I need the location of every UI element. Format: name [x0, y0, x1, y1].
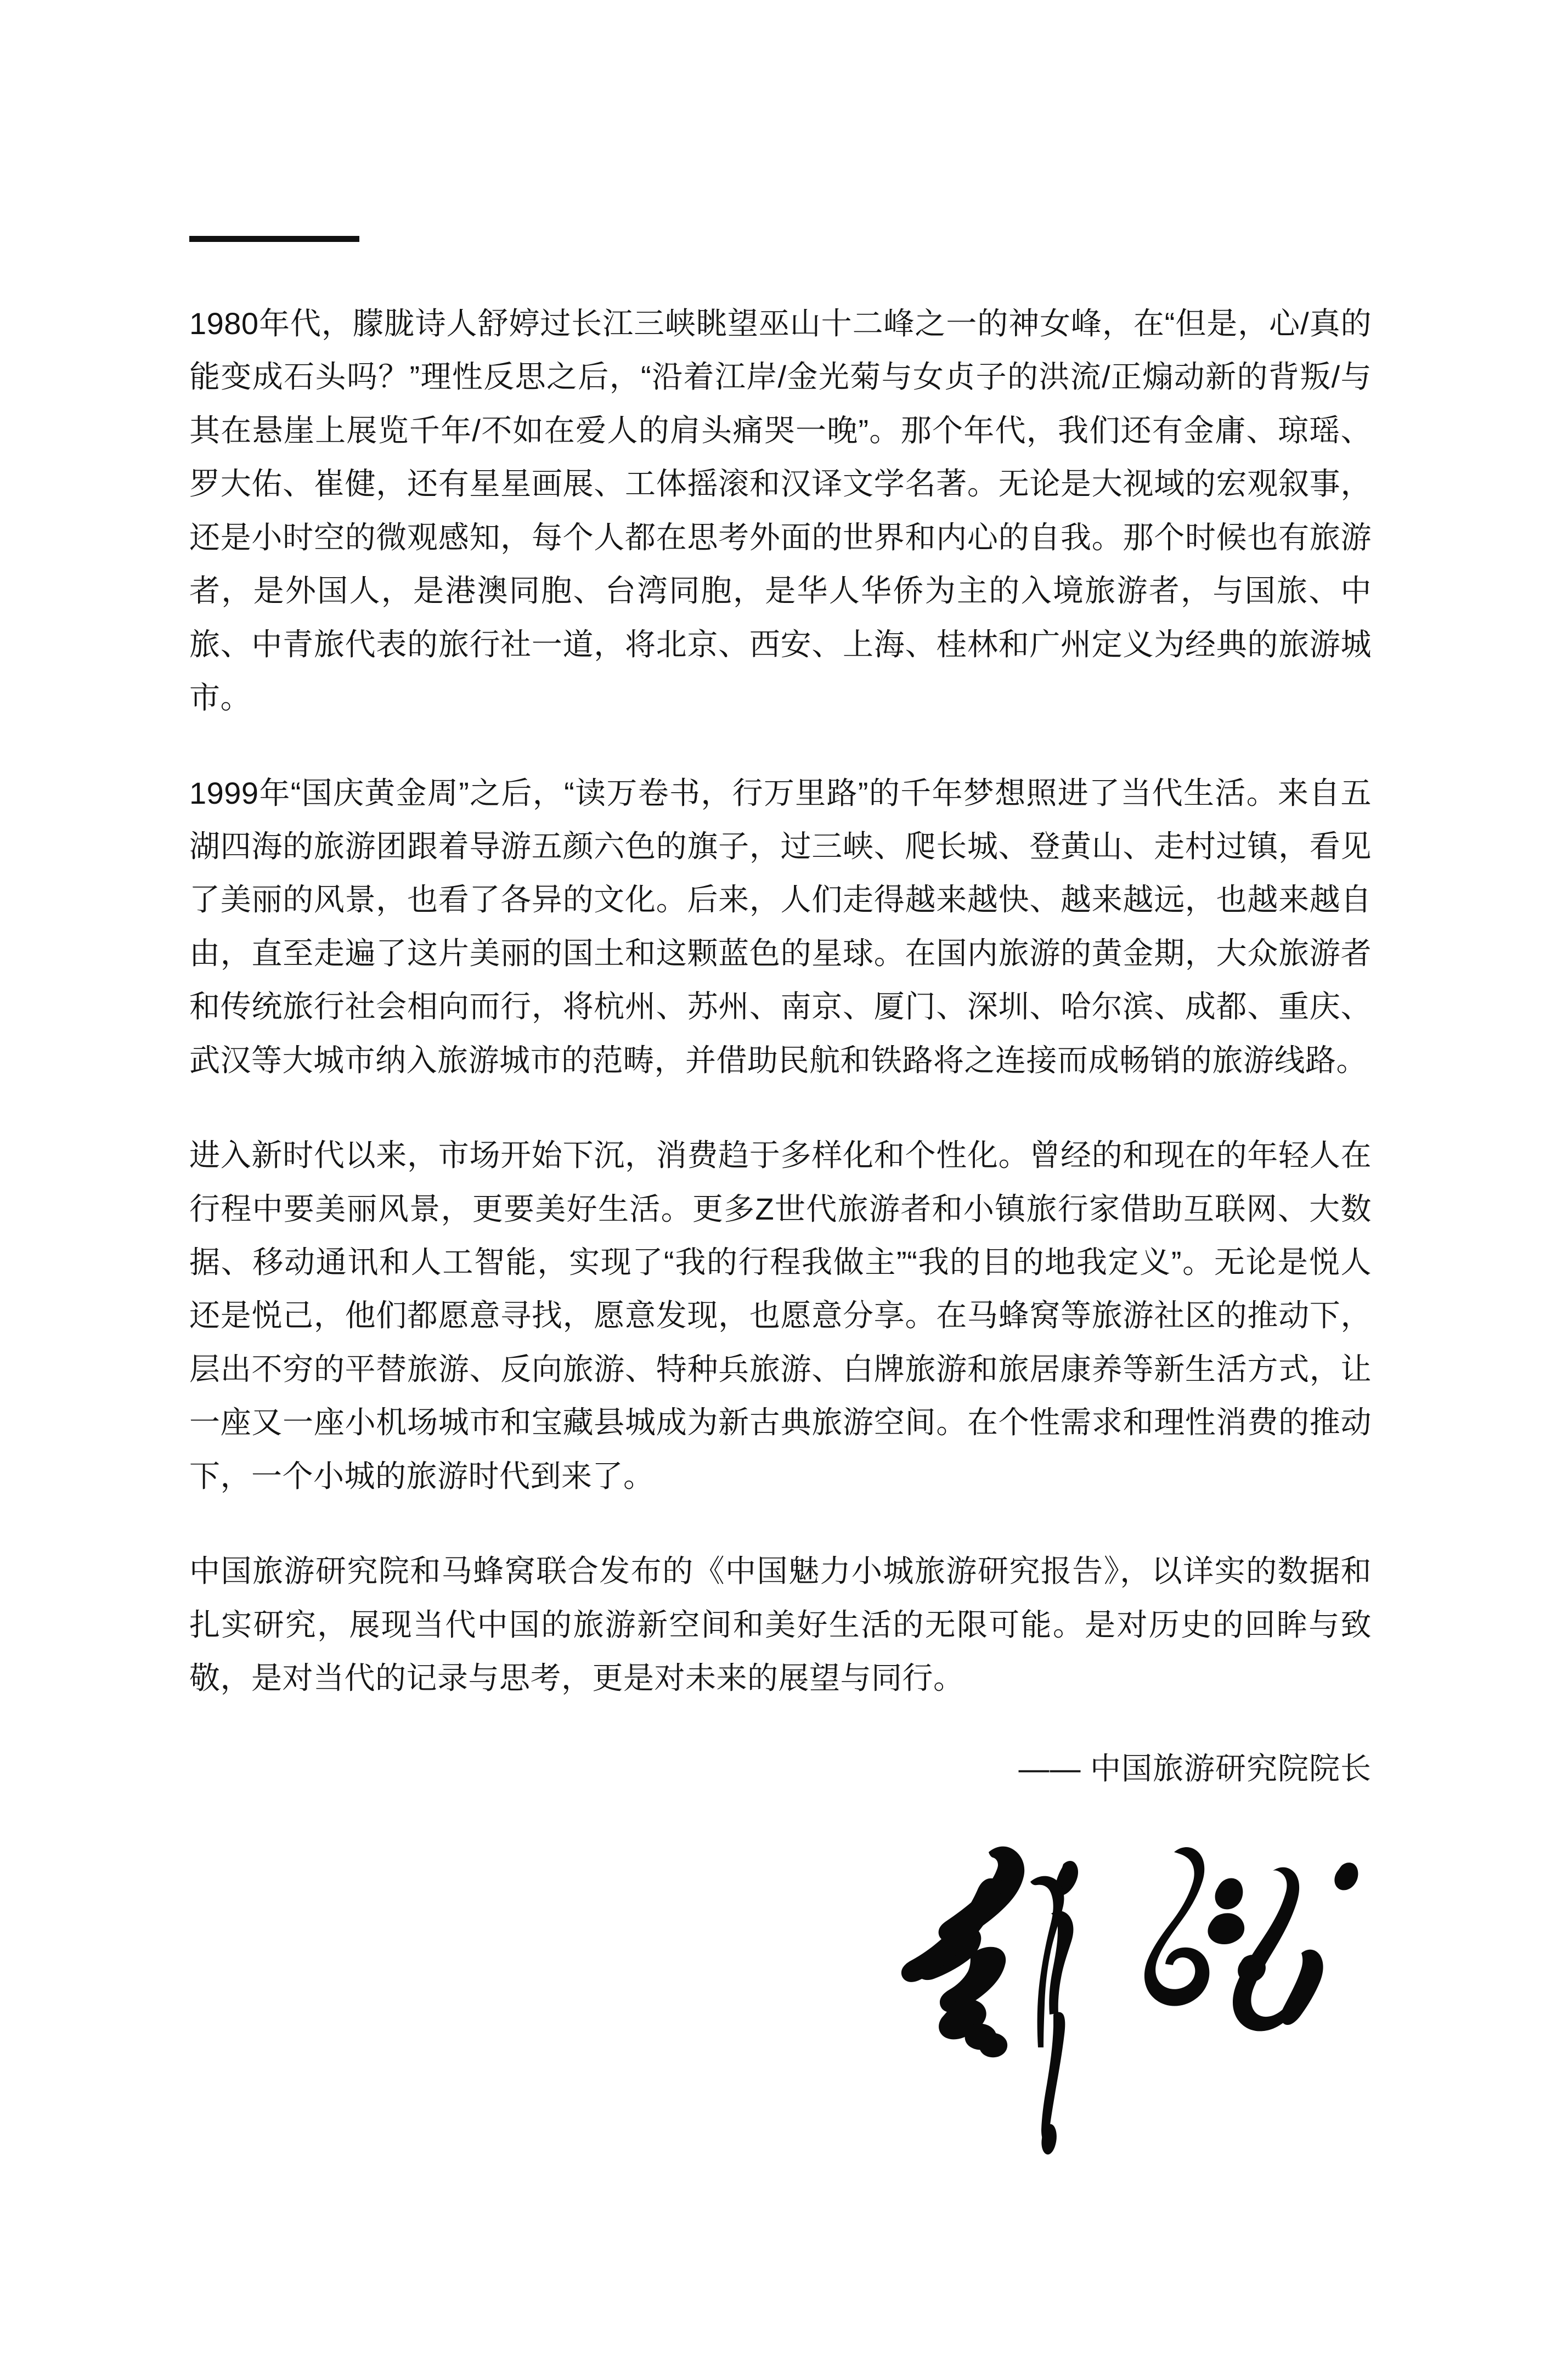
paragraph-4: 中国旅游研究院和马蜂窝联合发布的《中国魅力小城旅游研究报告》，以详实的数据和扎实研究，展现当代中国的旅游新空间和美好生活的无限可能。是对历史的回眸与致敬，是对当代的记录与思考，更是对未来的展望与同行。	[189, 1554, 1372, 1696]
attribution-block	[189, 1745, 1372, 1788]
paragraph-1: 1980年代，朦胧诗人舒婷过长江三峡眺望巫山十二峰之一的神女峰，在“但是，心/真的能变成石头吗？”理性反思之后，“沿着江岸/金光菊与女贞子的洪流/正煽动新的背叛/与其在悬崖上展览千年/不如在爱人的肩头痛哭一晚”。那个年代，我们还有金庸、琼瑶、罗大佑、崔健，还有星星画展、工体摇滚和汉译文学名著。无论是大视域的宏观叙事，还是小时空的微观感知，每个人都在思考外面的世界和内心的自我。那个时候也有旅游者，是外国人，是港澳同胞、台湾同胞，是华人华侨为主的入境旅游者，与国旅、中旅、中青旅代表的旅行社一道，将北京、西安、上海、桂林和广州定义为经典的旅游城市。	[189, 306, 1372, 715]
preface-content	[189, 236, 1372, 1705]
handwritten-signature	[889, 1821, 1372, 2162]
signature-icon	[889, 1821, 1372, 2162]
paragraph-2: 1999年“国庆黄金周”之后，“读万卷书，行万里路”的千年梦想照进了当代生活。来自五湖四海的旅游团跟着导游五颜六色的旗子，过三峡、爬长城、登黄山、走村过镇，看见了美丽的风景，也看了各异的文化。后来，人们走得越来越快、越来越远，也越来越自由，直至走遍了这片美丽的国土和这颗蓝色的星球。在国内旅游的黄金期，大众旅游者和传统旅行社会相向而行，将杭州、苏州、南京、厦门、深圳、哈尔滨、成都、重庆、武汉等大城市纳入旅游城市的范畴，并借助民航和铁路将之连接而成畅销的旅游线路。	[189, 775, 1372, 1077]
paragraph-3: 进入新时代以来，市场开始下沉，消费趋于多样化和个性化。曾经的和现在的年轻人在行程中要美丽风景，更要美好生活。更多Z世代旅游者和小镇旅行家借助互联网、大数据、移动通讯和人工智能，实现了“我的行程我做主”“我的目的地我定义”。无论是悦人还是悦己，他们都愿意寻找，愿意发现，也愿意分享。在马蜂窝等旅游社区的推动下，层出不穷的平替旅游、反向旅游、特种兵旅游、白牌旅游和旅居康养等新生活方式，让一座又一座小机场城市和宝藏县城成为新古典旅游空间。在个性需求和理性消费的推动下，一个小城的旅游时代到来了。	[189, 1138, 1372, 1493]
section-divider-rule	[189, 236, 359, 242]
author-attribution: —— 中国旅游研究院院长	[1018, 1751, 1372, 1786]
